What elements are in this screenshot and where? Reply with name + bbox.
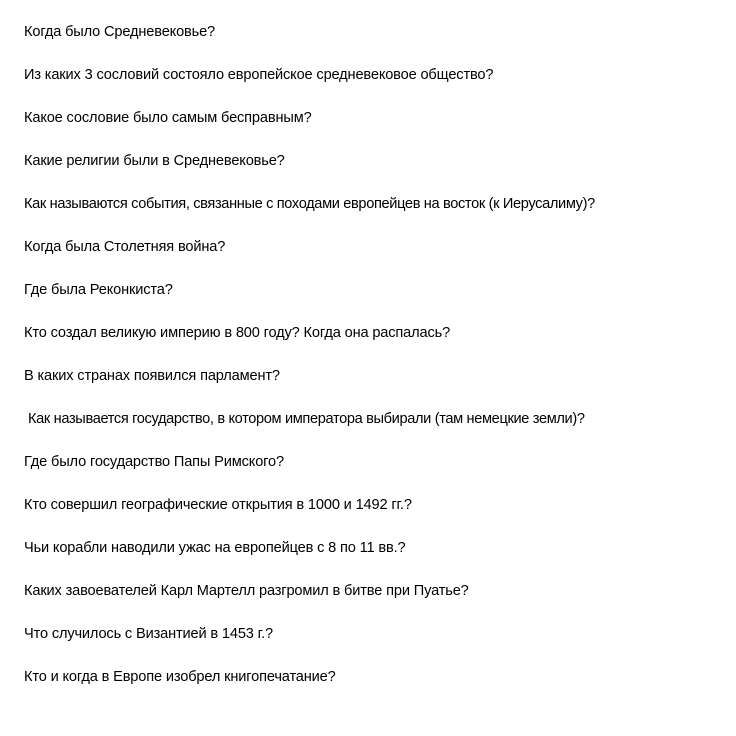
question-5: Как называются события, связанные с походами европейцев на восток (к Иерусалиму)? (24, 196, 595, 212)
question-3: Какое сословие было самым бесправным? (24, 110, 312, 126)
question-9: В каких странах появился парламент? (24, 368, 280, 384)
question-6: Когда была Столетняя война? (24, 239, 226, 255)
question-4: Какие религии были в Средневековье? (24, 153, 285, 169)
question-8: Кто создал великую империю в 800 году? Когда она распалась? (24, 325, 451, 341)
question-16: Кто и когда в Европе изобрел книгопечатание? (24, 669, 336, 685)
question-7: Где была Реконкиста? (24, 282, 173, 298)
question-11: Где было государство Папы Римского? (24, 454, 284, 470)
question-13: Чьи корабли наводили ужас на европейцев с 8 по 11 вв.? (24, 540, 406, 556)
question-2: Из каких 3 сословий состояло европейское средневековое общество? (24, 67, 494, 83)
question-10: Как называется государство, в котором императора выбирали (там немецкие земли)? (28, 411, 585, 427)
question-list (24, 21, 732, 709)
question-1: Когда было Средневековье? (24, 24, 216, 40)
question-15: Что случилось с Византией в 1453 г.? (24, 626, 273, 642)
question-14: Каких завоевателей Карл Мартелл разгромил в битве при Пуатье? (24, 583, 469, 599)
question-12: Кто совершил географические открытия в 1000 и 1492 гг.? (24, 497, 412, 513)
